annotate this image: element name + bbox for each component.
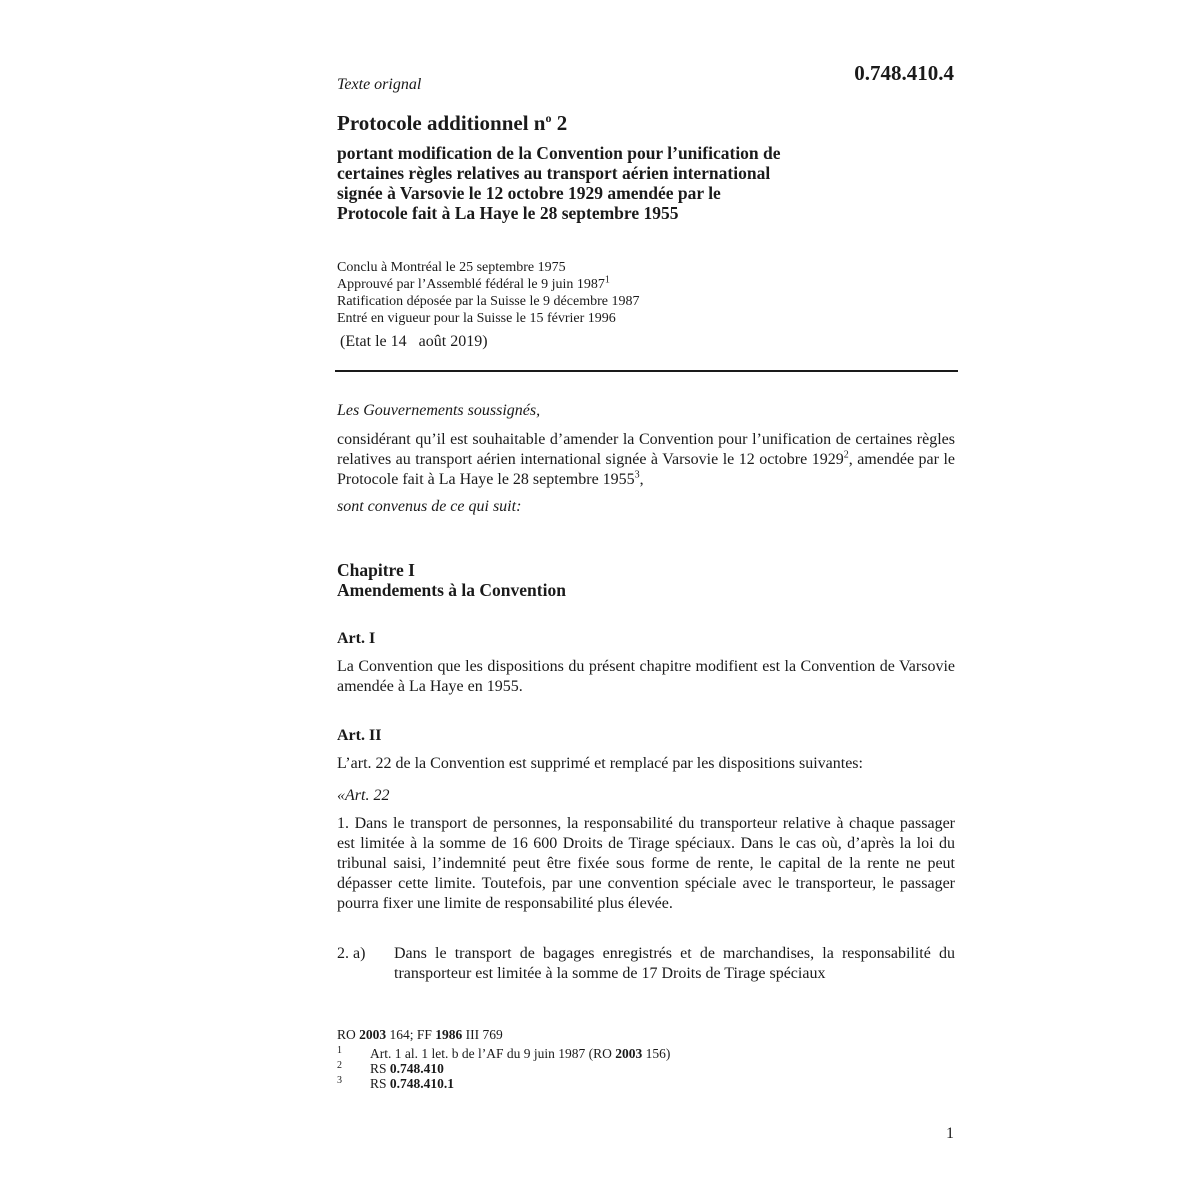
article-22-label: «Art. 22 [337, 787, 390, 804]
article-1-title: Art. I [337, 630, 376, 647]
chapter-title: Amendements à la Convention [337, 580, 566, 600]
footnote-text-bold: 0.748.410 [389, 1061, 444, 1076]
approved-text: Approuvé par l’Assemblé fédéral le 9 juin 1987 [337, 277, 605, 292]
footnote-number: 2 [337, 1060, 342, 1071]
article-1-text: La Convention que les dispositions du présent chapitre modifient est la Convention de Varsovie amendée à La Haye en 1955. [337, 658, 955, 695]
subtitle-line: portant modification de la Convention pour l’unification de [337, 143, 781, 163]
footnote-text-prefix: RS [370, 1061, 390, 1076]
footnote-text-bold: 0.748.410.1 [389, 1076, 455, 1091]
chapter-number: Chapitre I [337, 560, 415, 580]
title-number: 2 [551, 111, 568, 135]
footnote-text-prefix: RS [370, 1076, 390, 1091]
footnote-item [337, 1061, 670, 1076]
title-superscript: o [545, 111, 552, 125]
footnote-number: 3 [337, 1075, 342, 1086]
status-date: (Etat le 14 août 2019) [340, 333, 488, 350]
document-title [337, 110, 567, 136]
footnote-item [337, 1076, 670, 1091]
document-code: 0.748.410.4 [854, 61, 954, 85]
footnote-source [337, 1027, 503, 1042]
agreed-line: sont convenus de ce qui suit: [337, 498, 522, 515]
header-divider [335, 370, 958, 372]
footnote-text [370, 1061, 444, 1076]
governments-line: Les Gouvernements soussignés, [337, 402, 541, 419]
subtitle-line: signée à Varsovie le 12 octobre 1929 amendée par le [337, 183, 721, 203]
document-subtitle [337, 143, 781, 223]
considering-paragraph [337, 430, 955, 490]
article-22-paragraph-1: 1. Dans le transport de personnes, la responsabilité du transporteur relative à chaque passager est limitée à la somme de 16 600 Droits de Tirage spéciaux. Dans le cas où, d’après la loi du tribunal saisi, l’indemnité peut être fixée sous forme de rente, le capital de la rente ne peut dépasser cette limite. Toutefois, par une convention spéciale avec le transporteur, le passager pourra fixer une limite de responsabilité plus élevée. [337, 815, 955, 912]
footnote-item [337, 1046, 670, 1061]
ff-year: 1986 [435, 1027, 463, 1042]
footnote-text-prefix: Art. 1 al. 1 let. b de l’AF du 9 juin 1987 (RO [370, 1046, 616, 1061]
ro-mid: 164; FF [386, 1027, 436, 1042]
footnote-text-bold: 2003 [615, 1046, 643, 1061]
footnote-ref-3: 3 [634, 469, 640, 481]
ro-prefix: RO [337, 1027, 360, 1042]
chapter-heading [337, 560, 566, 600]
article-2-text: L’art. 22 de la Convention est supprimé et remplacé par les dispositions suivantes: [337, 755, 863, 772]
footnote-text [370, 1076, 454, 1091]
considering-text: considérant qu’il est souhaitable d’amender la Convention pour l’unification de certaines règles relatives au transport aérien international signée à Varsovie le 12 octobre 1929 [337, 431, 955, 468]
article-22-paragraph-2-label: 2. a) [337, 945, 366, 962]
ff-rest: III 769 [462, 1027, 503, 1042]
footnote-ref-1: 1 [604, 274, 610, 286]
in-force-line: Entré en vigueur pour la Suisse le 15 février 1996 [337, 311, 616, 326]
title-text: Protocole additionnel n [337, 111, 546, 135]
footnote-ref-2: 2 [843, 449, 849, 461]
article-22-paragraph-2-text: Dans le transport de bagages enregistrés et de marchandises, la responsabilité du transporteur est limitée à la somme de 17 Droits de Tirage spéciaux [394, 945, 955, 982]
considering-text-cont: , amendée par le Protocole fait à La Haye le 28 septembre 1955 [337, 451, 956, 488]
footnote-text-suffix: 156) [642, 1046, 671, 1061]
page-number: 1 [946, 1125, 954, 1142]
ratified-line: Ratification déposée par la Suisse le 9 décembre 1987 [337, 294, 640, 309]
footnote-list [337, 1046, 670, 1091]
subtitle-line: Protocole fait à La Haye le 28 septembre 1955 [337, 203, 679, 223]
considering-text-end: , [639, 471, 644, 488]
footnote-text [370, 1046, 670, 1061]
approved-line [337, 276, 639, 293]
subtitle-line: certaines règles relatives au transport aérien international [337, 163, 771, 183]
concluded-line: Conclu à Montréal le 25 septembre 1975 [337, 260, 566, 275]
ro-year: 2003 [359, 1027, 387, 1042]
footnote-number: 1 [337, 1045, 342, 1056]
original-text-label: Texte orignal [337, 76, 422, 93]
ratification-info [337, 259, 639, 327]
article-2-title: Art. II [337, 727, 382, 744]
